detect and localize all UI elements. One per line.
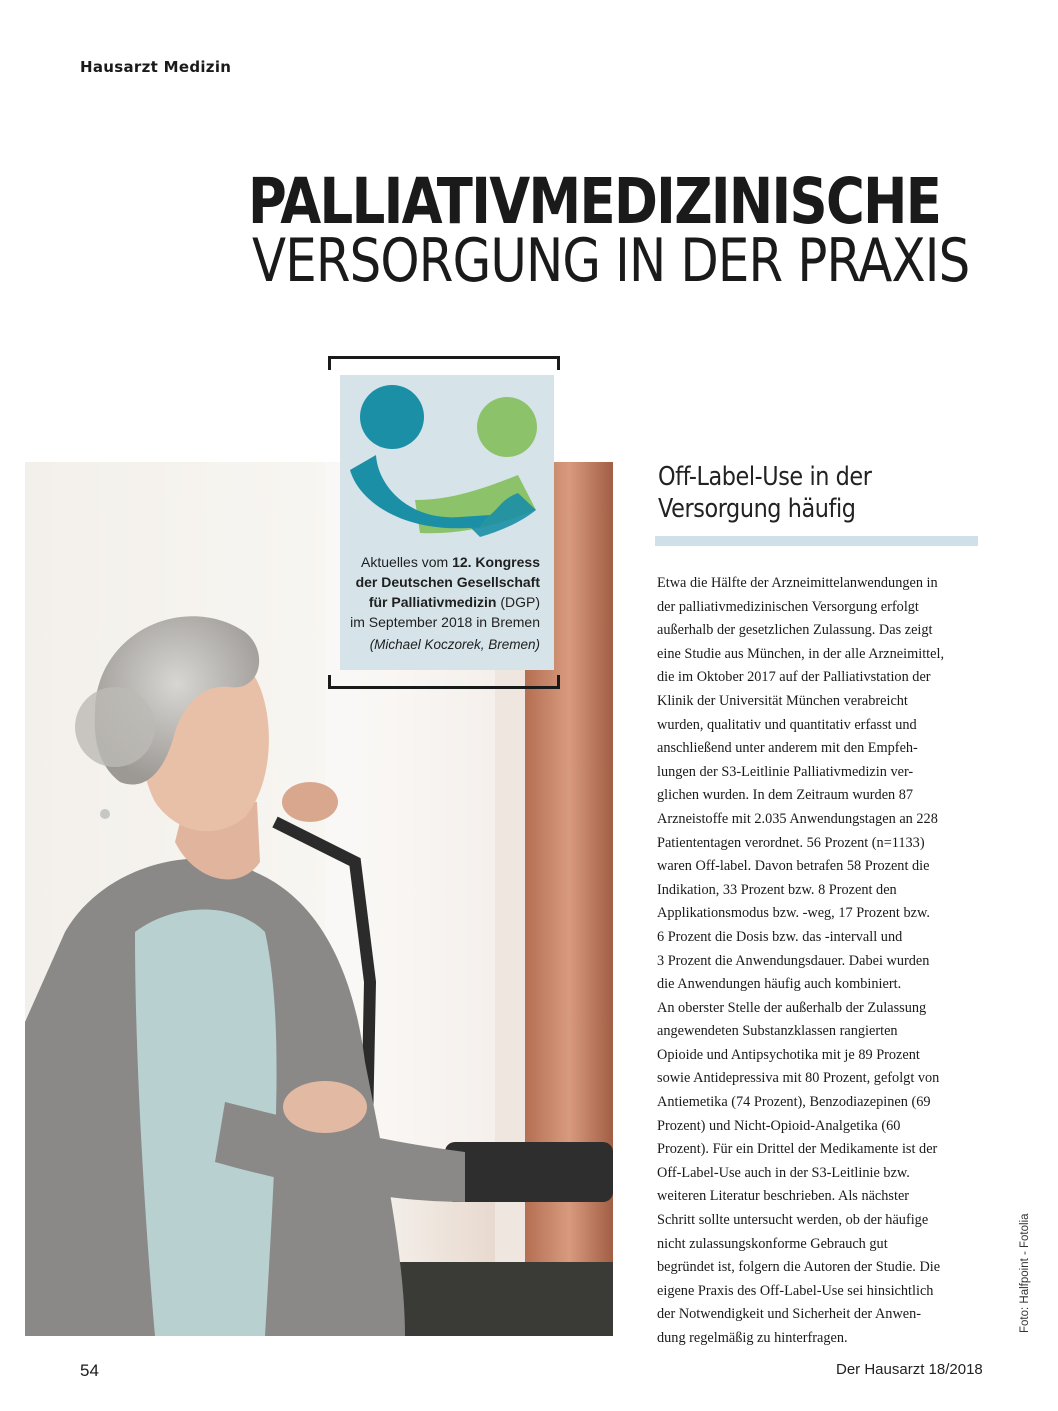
body-line: Opioide und Antipsychotika mit je 89 Prozent (657, 1046, 920, 1063)
body-line: Schritt sollte untersucht werden, ob der häufige (657, 1212, 929, 1229)
kongress-bracket-top (328, 356, 560, 370)
magazine-issue: Der Hausarzt 18/2018 (836, 1361, 983, 1378)
body-line: eine Studie aus München, in der alle Arzneimittel, (657, 645, 945, 662)
body-line: An oberster Stelle der außerhalb der Zulassung (657, 999, 927, 1016)
body-line: nicht zulassungskonforme Gebrauch gut (657, 1235, 888, 1252)
subheading-line-2: Versorgung häufig (658, 494, 856, 524)
body-line: glichen wurden. In dem Zeitraum wurden 87 (657, 787, 914, 804)
body-line: begründet ist, folgern die Autoren der Studie. Die (657, 1259, 941, 1276)
body-line: außerhalb der gesetzlichen Zulassung. Das zeigt (657, 622, 933, 639)
body-line: die im Oktober 2017 auf der Palliativstation der (657, 669, 931, 686)
body-line: anschließend unter anderem mit den Empfeh- (657, 740, 918, 757)
kongress-caption (340, 552, 540, 655)
body-line: sowie Antidepressiva mit 80 Prozent, gefolgt von (657, 1070, 940, 1087)
body-line: lungen der S3-Leitlinie Palliativmedizin ver- (657, 763, 914, 780)
body-line: Off-Label-Use auch in der S3-Leitlinie bzw. (657, 1164, 910, 1181)
article-subheading (658, 461, 871, 525)
article-title-line-2: VERSORGUNG IN DER PRAXIS (252, 226, 970, 296)
photo-credit: Foto: Halfpoint - Fotolia (1019, 1213, 1031, 1333)
body-line: wurden, qualitativ und quantitativ erfasst und (657, 716, 917, 733)
article-title-line-1: PALLIATIVMEDIZINISCHE (248, 165, 941, 238)
body-line: 3 Prozent die Anwendungsdauer. Dabei wurden (657, 952, 930, 969)
kongress-line-2: der Deutschen Gesellschaft (355, 574, 540, 590)
body-line: Patiententagen verordnet. 56 Prozent (n=1133) (657, 834, 925, 851)
body-line: Prozent) und Nicht-Opioid-Analgetika (60 (657, 1117, 901, 1134)
body-line: Applikationsmodus bzw. -weg, 17 Prozent bzw. (657, 905, 930, 922)
body-line: dung regelmäßig zu hinterfragen. (657, 1330, 848, 1346)
page-number: 54 (80, 1361, 99, 1380)
body-line: Antiemetika (74 Prozent), Benzodiazepinen (69 (657, 1094, 931, 1111)
body-line: angewendeten Substanzklassen rangierten (657, 1023, 898, 1040)
subheading-line-1: Off-Label-Use in der (658, 462, 872, 492)
body-line: der Notwendigkeit und Sicherheit der Anwen- (657, 1306, 922, 1323)
subheading-divider (655, 536, 978, 546)
kongress-author: (Michael Koczorek, Bremen) (369, 637, 540, 652)
body-line: Klinik der Universität München verabreicht (657, 692, 908, 709)
body-line: waren Off-label. Davon betrafen 58 Prozent die (657, 858, 930, 875)
kongress-line-1b: 12. Kongress (452, 554, 540, 570)
body-line: 6 Prozent die Dosis bzw. das -intervall und (657, 928, 903, 945)
kongress-line-4: im September 2018 in Bremen (350, 614, 540, 630)
body-line: Arzneistoffe mit 2.035 Anwendungstagen an 228 (657, 810, 938, 827)
body-line: weiteren Literatur beschrieben. Als nächster (657, 1188, 910, 1205)
body-line: Indikation, 33 Prozent bzw. 8 Prozent den (657, 881, 897, 898)
body-line: Etwa die Hälfte der Arzneimittelanwendungen in (657, 575, 938, 591)
kongress-bracket-bottom (328, 675, 560, 689)
body-line: der palliativmedizinischen Versorgung erfolgt (657, 598, 919, 615)
dgp-logo-icon (340, 375, 554, 555)
article-body (657, 572, 975, 1351)
body-line: eigene Praxis des Off-Label-Use sei hinsichtlich (657, 1282, 934, 1299)
kongress-line-1a: Aktuelles vom (361, 554, 453, 570)
section-label: Hausarzt Medizin (80, 58, 232, 76)
kongress-line-3a: für Palliativmedizin (368, 594, 497, 610)
kongress-line-3b: (DGP) (496, 594, 540, 610)
body-line: die Anwendungen häufig auch kombiniert. (657, 976, 902, 993)
body-line: Prozent). Für ein Drittel der Medikamente ist der (657, 1141, 938, 1158)
